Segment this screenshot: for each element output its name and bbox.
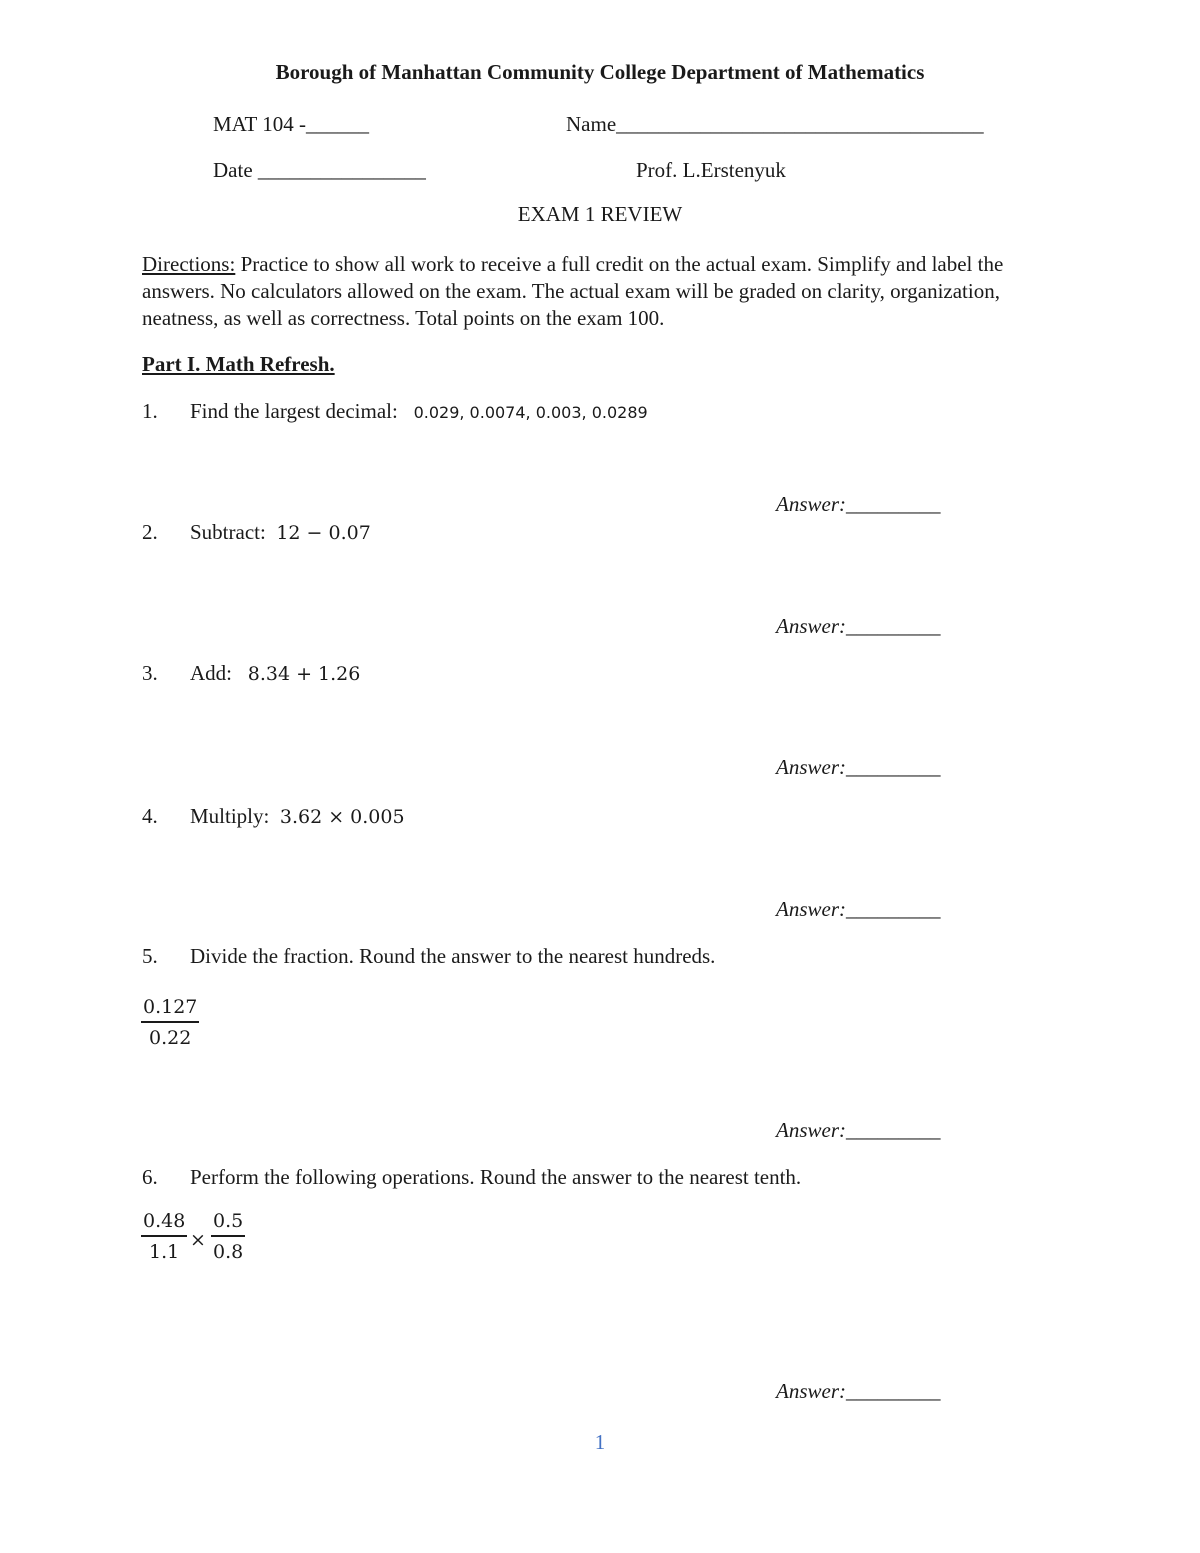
answer-label: Answer:: [776, 492, 846, 516]
answer-line: [776, 614, 941, 639]
question-number: 6.: [142, 1165, 158, 1189]
question-text: Perform the following operations. Round the answer to the nearest tenth.: [190, 1165, 802, 1189]
answer-label: Answer:: [776, 614, 846, 638]
question-number: 1.: [142, 399, 158, 423]
answer-line: [776, 1379, 941, 1404]
directions-text: Practice to show all work to receive a full credit on the actual exam. Simplify and label the answers. No calculators allowed on the exam. The actual exam will be graded on clarity, organization, neatness, as well as correctness. Total points on the exam 100.: [142, 252, 1004, 330]
question-expression: 12 − 0.07: [276, 522, 371, 544]
question-1: [190, 399, 648, 424]
question-expression: 3.62 × 0.005: [279, 806, 405, 828]
fraction: [141, 996, 199, 1049]
fraction-numerator: 0.48: [141, 1210, 187, 1237]
question-3: [190, 661, 360, 686]
answer-blank: _________: [846, 614, 941, 638]
answer-blank: _________: [846, 1118, 941, 1142]
question-text: Multiply:: [190, 804, 270, 828]
answer-blank: _________: [846, 897, 941, 921]
question-text: Add:: [190, 661, 232, 685]
question-number: 4.: [142, 804, 158, 828]
answer-label: Answer:: [776, 1379, 846, 1403]
multiply-operator: ×: [190, 1229, 206, 1251]
page-number: 1: [594, 1430, 606, 1454]
course-field: MAT 104 -______: [213, 112, 369, 136]
answer-label: Answer:: [776, 897, 846, 921]
fraction-denominator: 1.1: [149, 1241, 180, 1263]
fraction: [141, 1210, 187, 1263]
answer-line: [776, 755, 941, 780]
directions-label: Directions:: [142, 252, 236, 276]
question-number: 5.: [142, 944, 158, 968]
fraction-denominator: 0.22: [149, 1027, 192, 1049]
institution-title: Borough of Manhattan Community College Department of Mathematics: [275, 60, 925, 84]
exam-title: EXAM 1 REVIEW: [517, 202, 683, 226]
answer-blank: _________: [846, 492, 941, 516]
question-text: Divide the fraction. Round the answer to the nearest hundreds.: [190, 944, 716, 968]
question-number: 3.: [142, 661, 158, 685]
question-number: 2.: [142, 520, 158, 544]
answer-line: [776, 897, 941, 922]
professor-name: Prof. L.Erstenyuk: [636, 158, 786, 182]
question-expression: 8.34 + 1.26: [247, 663, 361, 685]
answer-line: [776, 492, 941, 517]
answer-blank: _________: [846, 1379, 941, 1403]
fraction-numerator: 0.5: [211, 1210, 245, 1237]
part-title: Part I. Math Refresh.: [142, 352, 335, 376]
answer-label: Answer:: [776, 755, 846, 779]
answer-blank: _________: [846, 755, 941, 779]
question-4: [190, 804, 405, 829]
question-2: [190, 520, 371, 545]
name-field: Name___________________________________: [566, 112, 984, 136]
answer-line: [776, 1118, 941, 1143]
directions: [142, 251, 1042, 332]
answer-label: Answer:: [776, 1118, 846, 1142]
fraction-numerator: 0.127: [141, 996, 199, 1023]
question-text: Find the largest decimal:: [190, 399, 398, 423]
question-expression: 0.029, 0.0074, 0.003, 0.0289: [413, 403, 648, 422]
fraction-denominator: 0.8: [213, 1241, 244, 1263]
fraction: [211, 1210, 245, 1263]
question-text: Subtract:: [190, 520, 266, 544]
date-field: Date ________________: [213, 158, 426, 182]
